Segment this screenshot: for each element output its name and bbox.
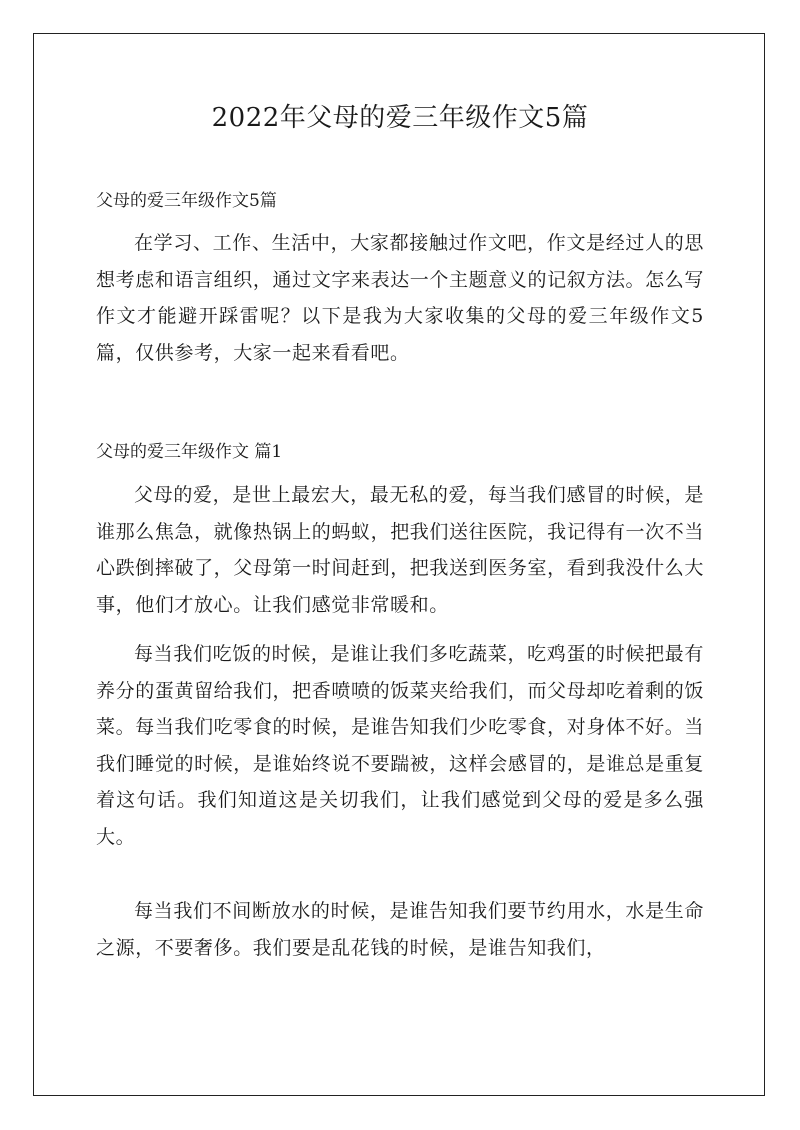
article-heading: 父母的爱三年级作文 篇1 — [96, 442, 283, 462]
intro-heading: 父母的爱三年级作文5篇 — [96, 191, 277, 211]
body-paragraph-1: 父母的爱，是世上最宏大，最无私的爱，每当我们感冒的时候，是谁那么焦急，就像热锅上的蚂蚁，把我们送往医院，我记得有一次不当心跌倒摔破了，父母第一时间赶到，把我送到医务室，看到我没什么大事，他们才放心。让我们感觉非常暖和。 — [96, 484, 704, 616]
body-paragraph-3: 每当我们不间断放水的时候，是谁告知我们要节约用水，水是生命之源，不要奢侈。我们要是乱花钱的时候，是谁告知我们， — [96, 900, 704, 959]
body-paragraph-2: 每当我们吃饭的时候，是谁让我们多吃蔬菜，吃鸡蛋的时候把最有养分的蛋黄留给我们，把香喷喷的饭菜夹给我们，而父母却吃着剩的饭菜。每当我们吃零食的时候，是谁告知我们少吃零食，对身体不好。当我们睡觉的时候，是谁始终说不要踹被，这样会感冒的，是谁总是重复着这句话。我们知道这是关切我们，让我们感觉到父母的爱是多么强大。 — [96, 643, 704, 848]
intro-paragraph: 在学习、工作、生活中，大家都接触过作文吧，作文是经过人的思想考虑和语言组织，通过文字来表达一个主题意义的记叙方法。怎么写作文才能避开踩雷呢？以下是我为大家收集的父母的爱三年级作文5篇，仅供参考，大家一起来看看吧。 — [96, 232, 704, 364]
document-title: 2022年父母的爱三年级作文5篇 — [211, 103, 589, 133]
